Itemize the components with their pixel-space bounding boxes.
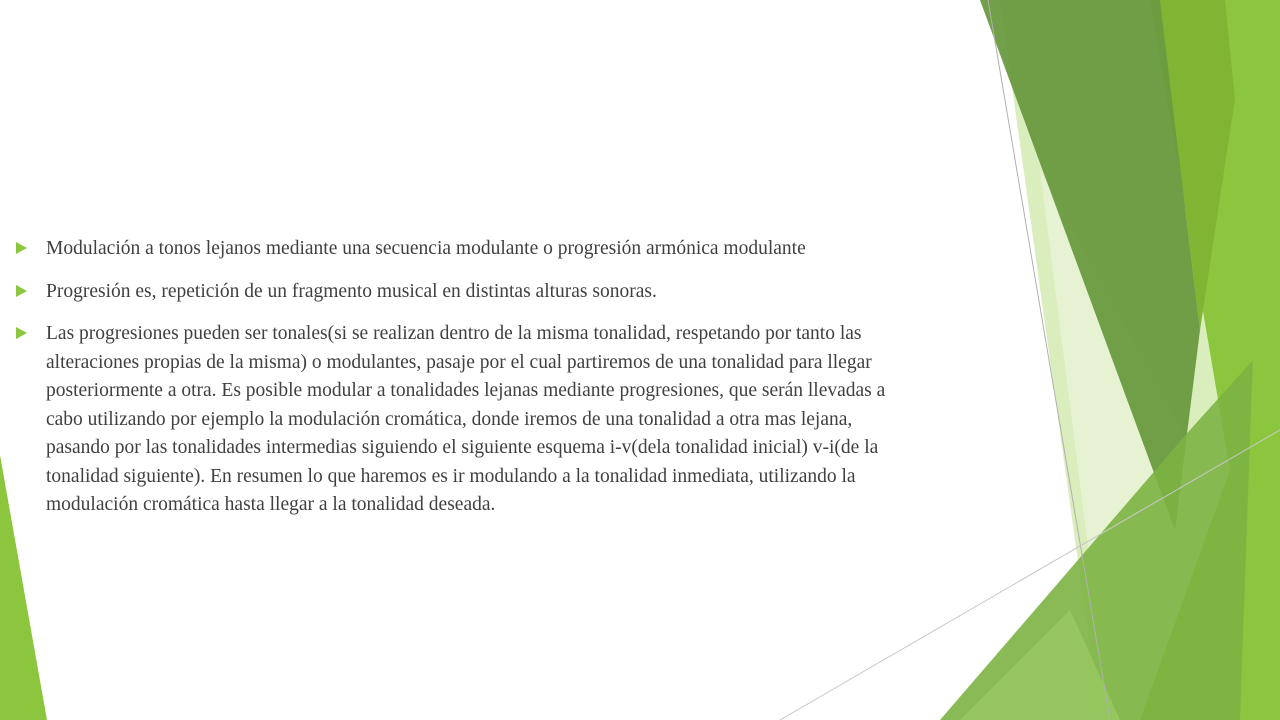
triangle-bullet-icon [16,242,27,254]
bullet-text: Modulación a tonos lejanos mediante una secuencia modulante o progresión armónica modulante [46,238,806,259]
bullet-text: Progresión es, repetición de un fragmento musical en distintas alturas sonoras. [46,280,657,302]
bullet-item [16,320,896,520]
bullet-item [16,278,896,307]
bullet-text: Las progresiones pueden ser tonales(si se realizan dentro de la misma tonalidad, respetando por tanto las alteraciones propias de la misma) o modulantes, pasaje por el cual partiremos de una tonalidad para llegar posteriormente a otra. Es posible modular a tonalidades lejanas mediante progresiones, que serán llevadas a cabo utilizando por ejemplo la modulación cromática, donde iremos de una tonalidad a otra mas lejana, pasando por las tonalidades intermedias siguiendo el siguiente esquema i-v(dela tonalidad inicial) v-i(de la tonalidad siguiente). En resumen lo que haremos es ir modulando a la tonalidad inmediata, utilizando la modulación cromática hasta llegar a la tonalidad deseada. [46,323,886,515]
slide-body [16,235,896,534]
triangle-bullet-icon [16,327,27,339]
bullet-item [16,235,896,264]
triangle-bullet-icon [16,285,27,297]
